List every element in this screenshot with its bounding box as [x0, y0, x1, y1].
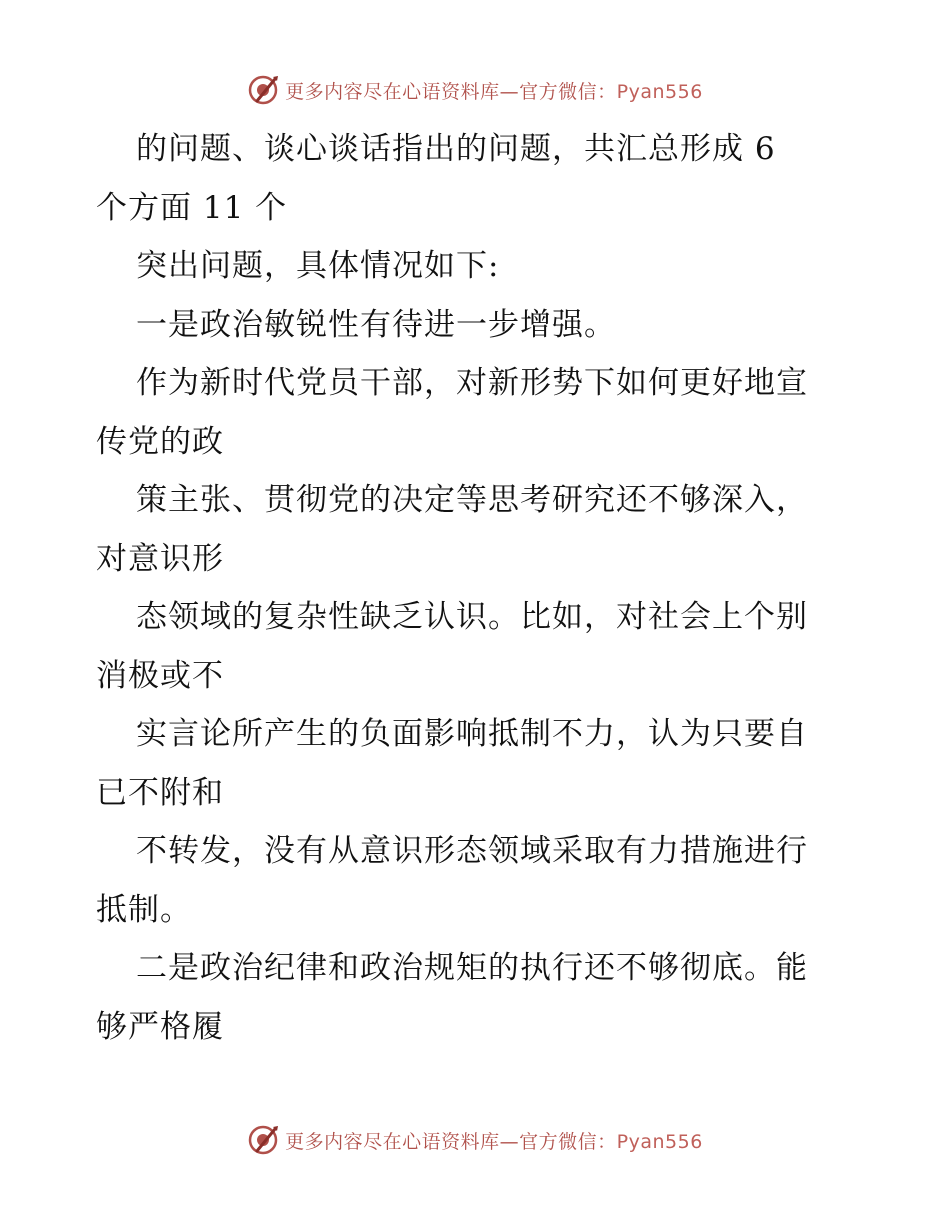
document-body [96, 120, 856, 1056]
text-line: 一是政治敏锐性有待进一步增强。 [136, 306, 616, 343]
watermark-label: 更多内容尽在心语资料库—官方微信： [285, 1130, 617, 1153]
text-line: 突出问题，具体情况如下: [136, 248, 500, 284]
footer-watermark [0, 1120, 950, 1160]
text-line: 态领域的复杂性缺乏认识。比如，对社会上个别 [136, 599, 808, 635]
header-watermark [0, 70, 950, 110]
text-line: 抵制。 [96, 891, 192, 928]
text-line: 的问题、谈心谈话指出的问题，共汇总形成 6 [136, 131, 776, 167]
header-watermark-text [285, 77, 703, 104]
text-line: 已不附和 [96, 774, 224, 811]
text-line: 实言论所产生的负面影响抵制不力，认为只要自 [136, 716, 808, 752]
text-line: 不转发，没有从意识形态领域采取有力措施进行 [136, 833, 808, 869]
text-line: 个方面 11 个 [96, 189, 288, 226]
text-line: 对意识形 [96, 540, 224, 577]
watermark-label: 更多内容尽在心语资料库—官方微信： [285, 80, 617, 103]
text-line: 策主张、贯彻党的决定等思考研究还不够深入， [136, 482, 808, 518]
text-line: 二是政治纪律和政治规矩的执行还不够彻底。能 [136, 950, 808, 986]
footer-watermark-text [285, 1127, 703, 1154]
text-line: 作为新时代党员干部，对新形势下如何更好地宣 [136, 365, 808, 401]
watermark-handle: Pyan556 [616, 1130, 703, 1153]
text-line: 够严格履 [96, 1008, 224, 1045]
watermark-handle: Pyan556 [616, 80, 703, 103]
text-line: 传党的政 [96, 423, 224, 460]
logo-icon [247, 1123, 281, 1157]
logo-icon [247, 73, 281, 107]
text-line: 消极或不 [96, 657, 224, 694]
